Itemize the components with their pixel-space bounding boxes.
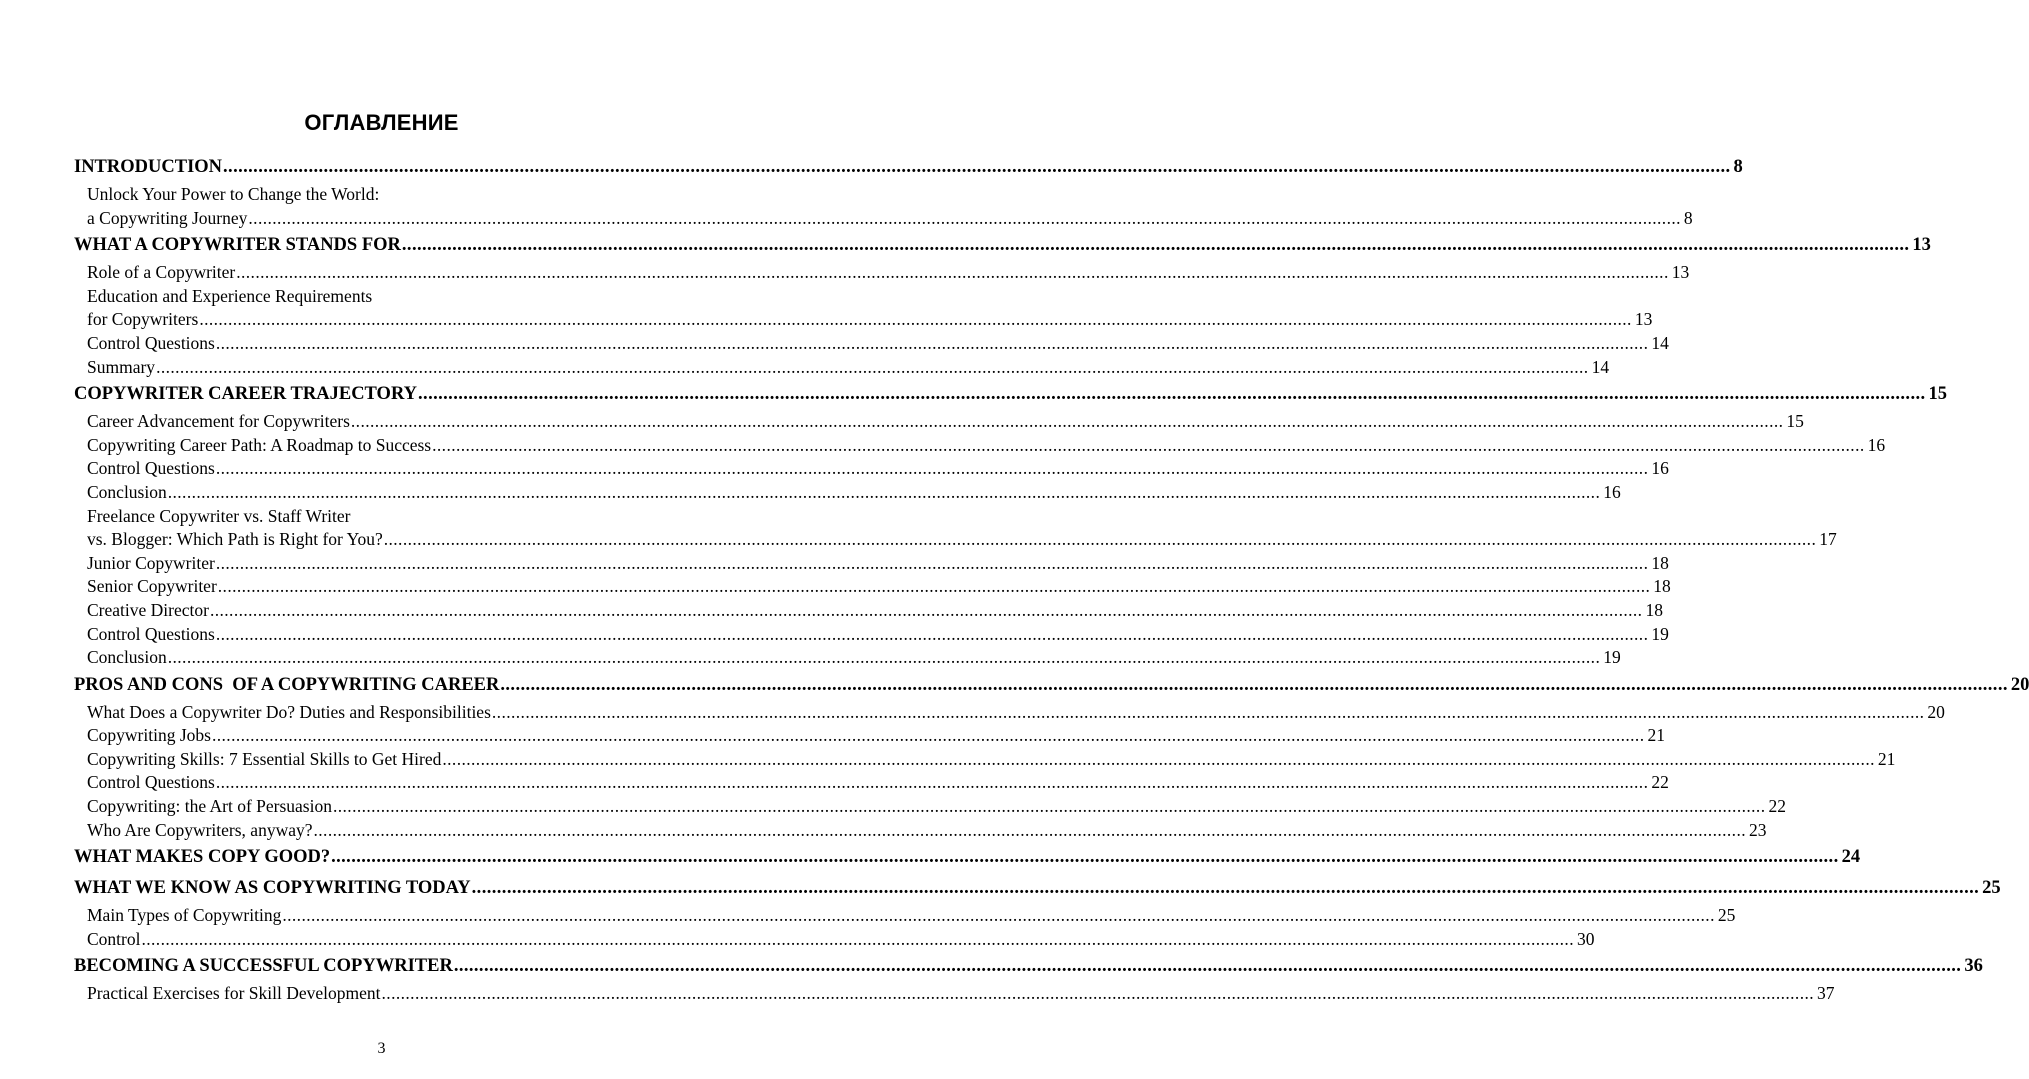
toc-page-number: 24	[1841, 847, 1861, 868]
dot-leader: ............................................................................................................................................................................................................................................................................................................	[350, 411, 1784, 432]
dot-leader: ............................................................................................................................................................................................................................................................................................................	[442, 748, 1875, 769]
toc-entry-text: Copywriting Career Path: A Roadmap to Success	[87, 434, 432, 455]
toc-section	[74, 646, 1621, 670]
dot-leader: ............................................................................................................................................................................................................................................................................................................	[167, 647, 1601, 668]
dot-leader: ............................................................................................................................................................................................................................................................................................................	[215, 772, 1649, 793]
toc-section	[74, 599, 1663, 623]
toc-page-number: 15	[1786, 411, 1804, 432]
toc-section	[74, 308, 1653, 332]
dot-leader: ............................................................................................................................................................................................................................................................................................................	[223, 157, 1731, 177]
toc-section	[74, 928, 1595, 952]
toc-section	[74, 356, 1610, 380]
toc-entry-text: Copywriting Jobs	[87, 725, 211, 746]
toc-page-number: 20	[2010, 674, 2029, 695]
dot-leader: ............................................................................................................................................................................................................................................................................................................	[215, 332, 1649, 353]
toc-entry-text: a Copywriting Journey	[87, 207, 248, 228]
dot-leader: ............................................................................................................................................................................................................................................................................................................	[167, 481, 1601, 502]
toc-entry-text: Career Advancement for Copywriters	[87, 411, 350, 432]
toc-page-number: 25	[1982, 878, 2001, 899]
toc-entry-text: Who Are Copywriters, anyway?	[87, 819, 313, 840]
toc-page-number: 13	[1912, 235, 1931, 256]
toc-page-number: 8	[1733, 157, 1743, 177]
toc-entry-text: Conclusion	[87, 481, 167, 502]
toc-page-number: 15	[1928, 384, 1948, 405]
toc-entry-text: PROS AND CONS OF A COPYWRITING CAREER	[74, 674, 500, 695]
dot-leader: ............................................................................................................................................................................................................................................................................................................	[401, 235, 1910, 256]
toc-entry-text: Education and Experience Requirements	[87, 285, 373, 306]
toc-section	[74, 795, 1786, 819]
toc-entry-text: BECOMING A SUCCESSFUL COPYWRITER	[74, 956, 453, 977]
toc-page-number: 19	[1603, 647, 1621, 668]
toc-section	[74, 724, 1665, 748]
toc-entry-text: Control Questions	[87, 623, 215, 644]
toc-section	[74, 819, 1767, 843]
toc-page-number: 18	[1653, 576, 1671, 597]
toc-page-number: 16	[1651, 458, 1669, 479]
dot-leader: ............................................................................................................................................................................................................................................................................................................	[471, 878, 1980, 899]
toc-chapter	[74, 230, 1931, 261]
dot-leader: ............................................................................................................................................................................................................................................................................................................	[199, 309, 1632, 330]
toc-page-number: 19	[1651, 623, 1669, 644]
toc-page-number: 20	[1927, 701, 1945, 722]
toc-page-number: 18	[1645, 599, 1663, 620]
toc-entry-text: WHAT A COPYWRITER STANDS FOR	[74, 235, 401, 256]
dot-leader: ............................................................................................................................................................................................................................................................................................................	[432, 434, 1865, 455]
dot-leader: ............................................................................................................................................................................................................................................................................................................	[217, 576, 1651, 597]
toc-section	[74, 410, 1804, 434]
dot-leader: ............................................................................................................................................................................................................................................................................................................	[211, 725, 1645, 746]
toc-page-number: 16	[1867, 434, 1886, 455]
toc-page-number: 8	[1683, 207, 1693, 228]
toc-entry-text: for Copywriters	[87, 309, 199, 330]
page-number: 3	[377, 1040, 386, 1057]
toc-page-number: 22	[1651, 772, 1669, 793]
toc-entry-text: Control Questions	[87, 772, 215, 793]
toc-section	[74, 434, 1886, 458]
toc-section	[74, 982, 1835, 1006]
toc-page-number: 36	[1964, 956, 1983, 977]
dot-leader: ............................................................................................................................................................................................................................................................................................................	[141, 928, 1574, 949]
toc-page-number: 21	[1647, 725, 1665, 746]
toc-chapter	[74, 842, 1861, 873]
toc-page-number: 18	[1651, 552, 1669, 573]
toc-chapter	[74, 152, 1743, 183]
toc-entry-text: Conclusion	[87, 647, 167, 668]
toc-section	[74, 481, 1621, 505]
toc-section	[74, 701, 1945, 725]
toc-section	[74, 261, 1690, 285]
dot-leader: ............................................................................................................................................................................................................................................................................................................	[383, 529, 1817, 550]
toc-entry-text: Junior Copywriter	[87, 552, 215, 573]
dot-leader: ............................................................................................................................................................................................................................................................................................................	[491, 701, 1925, 722]
toc-page-number: 22	[1768, 796, 1786, 817]
toc-section	[74, 575, 1671, 599]
toc-entry-text: Control	[87, 928, 141, 949]
toc-chapter	[74, 951, 1983, 982]
toc-section	[74, 528, 1837, 552]
toc-entry-text: What Does a Copywriter Do? Duties and Responsibilities	[87, 701, 491, 722]
toc-chapter	[74, 379, 1948, 410]
dot-leader: ............................................................................................................................................................................................................................................................................................................	[282, 905, 1715, 926]
toc-entry-text: Copywriting: the Art of Persuasion	[87, 796, 332, 817]
dot-leader: ............................................................................................................................................................................................................................................................................................................	[215, 623, 1649, 644]
toc-page-number: 16	[1603, 481, 1621, 502]
toc-section	[74, 748, 1896, 772]
table-of-contents	[74, 152, 2029, 1006]
toc-entry-text: Main Types of Copywriting	[87, 905, 282, 926]
dot-leader: ............................................................................................................................................................................................................................................................................................................	[418, 384, 1926, 405]
toc-page-number: 14	[1651, 332, 1669, 353]
toc-entry-text: Control Questions	[87, 458, 215, 479]
dot-leader: ............................................................................................................................................................................................................................................................................................................	[453, 956, 1962, 977]
dot-leader: ............................................................................................................................................................................................................................................................................................................	[236, 262, 1669, 283]
toc-page-number: 25	[1717, 905, 1736, 926]
toc-entry-text: Creative Director	[87, 599, 209, 620]
toc-entry-text: COPYWRITER CAREER TRAJECTORY	[74, 384, 418, 405]
toc-entry-text: Copywriting Skills: 7 Essential Skills to Get Hired	[87, 748, 442, 769]
dot-leader: ............................................................................................................................................................................................................................................................................................................	[215, 552, 1649, 573]
toc-entry-text: Senior Copywriter	[87, 576, 217, 597]
toc-entry-text: Role of a Copywriter	[87, 262, 236, 283]
dot-leader: ............................................................................................................................................................................................................................................................................................................	[500, 674, 2008, 695]
toc-section	[74, 207, 1693, 231]
toc-entry-text: vs. Blogger: Which Path is Right for You?	[87, 529, 383, 550]
dot-leader: ............................................................................................................................................................................................................................................................................................................	[381, 983, 1815, 1004]
dot-leader: ............................................................................................................................................................................................................................................................................................................	[313, 819, 1746, 840]
dot-leader: ............................................................................................................................................................................................................................................................................................................	[248, 207, 1681, 228]
toc-page-number: 13	[1634, 309, 1653, 330]
toc-page-number: 37	[1817, 983, 1835, 1004]
dot-leader: ............................................................................................................................................................................................................................................................................................................	[331, 847, 1839, 868]
dot-leader: ............................................................................................................................................................................................................................................................................................................	[332, 796, 1766, 817]
toc-page-number: 13	[1671, 262, 1690, 283]
toc-entry-text: WHAT WE KNOW AS COPYWRITING TODAY	[74, 878, 471, 899]
toc-entry-text: WHAT MAKES COPY GOOD?	[74, 847, 331, 868]
toc-entry-text: Control Questions	[87, 332, 215, 353]
toc-page-number: 14	[1591, 356, 1610, 377]
toc-chapter	[74, 670, 2029, 701]
toc-section	[74, 904, 1736, 928]
toc-section	[74, 623, 1669, 647]
page-title: ОГЛАВЛЕНИЕ	[304, 110, 459, 135]
toc-page-number: 30	[1576, 928, 1595, 949]
dot-leader: ............................................................................................................................................................................................................................................................................................................	[209, 599, 1643, 620]
toc-page-number: 17	[1819, 529, 1837, 550]
toc-section	[74, 457, 1669, 481]
toc-entry-text: INTRODUCTION	[74, 157, 223, 177]
toc-entry-text: Practical Exercises for Skill Development	[87, 983, 381, 1004]
toc-section	[74, 771, 1669, 795]
dot-leader: ............................................................................................................................................................................................................................................................................................................	[156, 356, 1589, 377]
toc-page-number: 23	[1749, 819, 1767, 840]
toc-page-number: 21	[1877, 748, 1896, 769]
toc-chapter	[74, 873, 2001, 904]
toc-section	[74, 552, 1669, 576]
dot-leader: ............................................................................................................................................................................................................................................................................................................	[215, 458, 1649, 479]
toc-section	[74, 332, 1669, 356]
toc-entry-text: Summary	[87, 356, 156, 377]
toc-entry-text: Freelance Copywriter vs. Staff Writer	[87, 505, 351, 526]
toc-entry-text: Unlock Your Power to Change the World:	[87, 184, 380, 204]
